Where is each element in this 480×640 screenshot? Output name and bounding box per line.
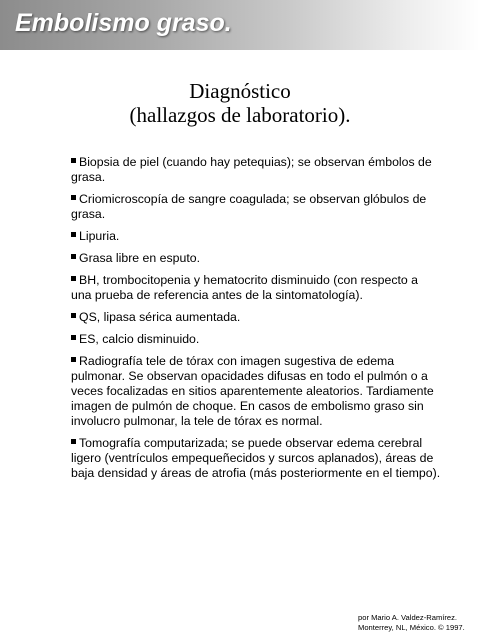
list-item	[71, 155, 441, 185]
list-item	[71, 229, 441, 244]
credit-author: por Mario A. Valdez-Ramírez.	[358, 613, 458, 622]
square-bullet-icon	[71, 357, 76, 362]
section-subheading: (hallazgos de laboratorio).	[129, 103, 351, 127]
square-bullet-icon	[71, 254, 76, 259]
list-item	[71, 332, 441, 347]
credit-place-year: Monterrey, NL, México. © 1997.	[358, 623, 465, 632]
list-item	[71, 251, 441, 266]
list-item-text: QS, lipasa sérica aumentada.	[79, 310, 241, 324]
square-bullet-icon	[71, 195, 76, 200]
list-item-text: ES, calcio disminuido.	[79, 332, 200, 346]
list-item	[71, 310, 441, 325]
list-item-text: Lipuria.	[79, 229, 120, 243]
list-item	[71, 436, 441, 481]
list-item	[71, 273, 441, 303]
list-item-text: Radiografía tele de tórax con imagen sugestiva de edema pulmonar. Se observan opacidades difusas en todo el pulmón o a veces focalizadas en sitios aparentemente aleatorios. Tardiamente imagen de pulmón de choque. En casos de embolismo graso sin involucro pulmonar, la tele de tórax es normal.	[71, 354, 434, 428]
square-bullet-icon	[71, 313, 76, 318]
list-item	[71, 354, 441, 429]
list-item	[71, 192, 441, 222]
findings-list	[71, 155, 441, 488]
list-item-text: Biopsia de piel (cuando hay petequias); se observan émbolos de grasa.	[71, 155, 432, 184]
square-bullet-icon	[71, 276, 76, 281]
list-item-text: Tomografía computarizada; se puede observar edema cerebral ligero (ventrículos empequeñecidos y surcos aplanados), áreas de baja densidad y áreas de atrofia (más posteriormente en el tiempo).	[71, 436, 441, 480]
list-item-text: Criomicroscopía de sangre coagulada; se observan glóbulos de grasa.	[71, 192, 427, 221]
section-heading: Diagnóstico	[189, 79, 291, 103]
list-item-text: Grasa libre en esputo.	[79, 251, 200, 265]
square-bullet-icon	[71, 335, 76, 340]
square-bullet-icon	[71, 232, 76, 237]
header-banner	[0, 0, 480, 50]
list-item-text: BH, trombocitopenia y hematocrito disminuido (con respecto a una prueba de referencia antes de la sintomatología).	[71, 273, 419, 302]
author-credit	[358, 613, 465, 633]
square-bullet-icon	[71, 158, 76, 163]
square-bullet-icon	[71, 439, 76, 444]
slide-title: Embolismo graso.	[15, 9, 232, 37]
